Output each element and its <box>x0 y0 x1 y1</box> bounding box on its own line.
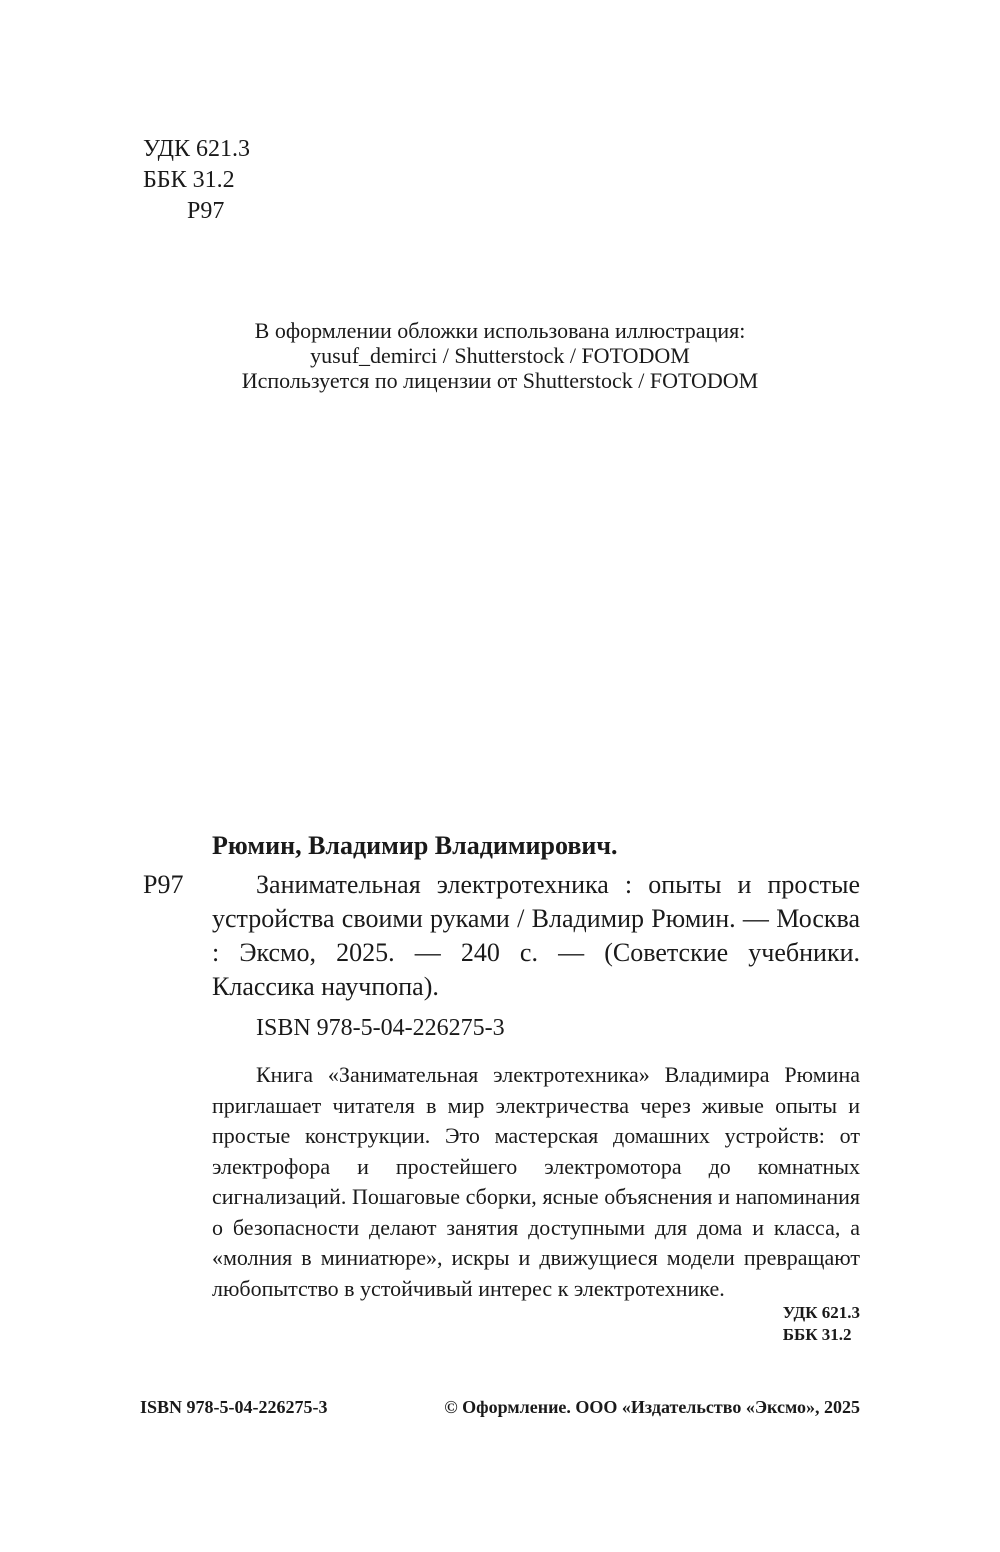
classification-block-bottom <box>783 1302 860 1346</box>
bbk-code: ББК 31.2 <box>143 167 235 193</box>
cover-credit-line-1: В оформлении обложки использована иллюстрация: <box>254 318 746 343</box>
record-isbn: ISBN 978-5-04-226275-3 <box>256 1015 505 1041</box>
udk-code-bottom: УДК 621.3 <box>782 1303 860 1322</box>
cover-credit-line-3: Используется по лицензии от Shutterstock / FOTODOM <box>241 368 759 393</box>
udk-code: УДК 621.3 <box>143 136 250 162</box>
classification-block-top <box>143 134 250 227</box>
bibliographic-description: Занимательная электротехника : опыты и простые устройства своими руками / Владимир Рюмин. — Москва : Эксмо, 2025. — 240 с. — (Советские учебники. Классика научпопа). <box>212 870 860 1001</box>
author-heading: Рюмин, Владимир Владимирович. <box>212 831 618 860</box>
record-author-sign: Р97 <box>143 870 184 899</box>
bbk-code-bottom: ББК 31.2 <box>782 1325 852 1344</box>
annotation-text: Книга «Занимательная электротехника» Владимира Рюмина приглашает читателя в мир электричества через живые опыты и простые конструкции. Это мастерская домашних устройств: от электрофора и простейшего электромотора до комнатных сигнализаций. Пошаговые сборки, ясные объяснения и напоминания о безопасности делают занятия доступными для дома и класса, а «молния в миниатюре», искры и движущиеся модели превращают любопытство в устойчивый интерес к электротехнике. <box>212 1062 860 1301</box>
footer-copyright: © Оформление. ООО «Издательство «Эксмо», 2025 <box>444 1397 860 1417</box>
cover-credit-line-2: yusuf_demirci / Shutterstock / FOTODOM <box>310 343 690 368</box>
author-sign-code: Р97 <box>187 198 225 224</box>
cover-credit <box>0 318 1000 393</box>
footer-isbn: ISBN 978-5-04-226275-3 <box>140 1397 328 1417</box>
